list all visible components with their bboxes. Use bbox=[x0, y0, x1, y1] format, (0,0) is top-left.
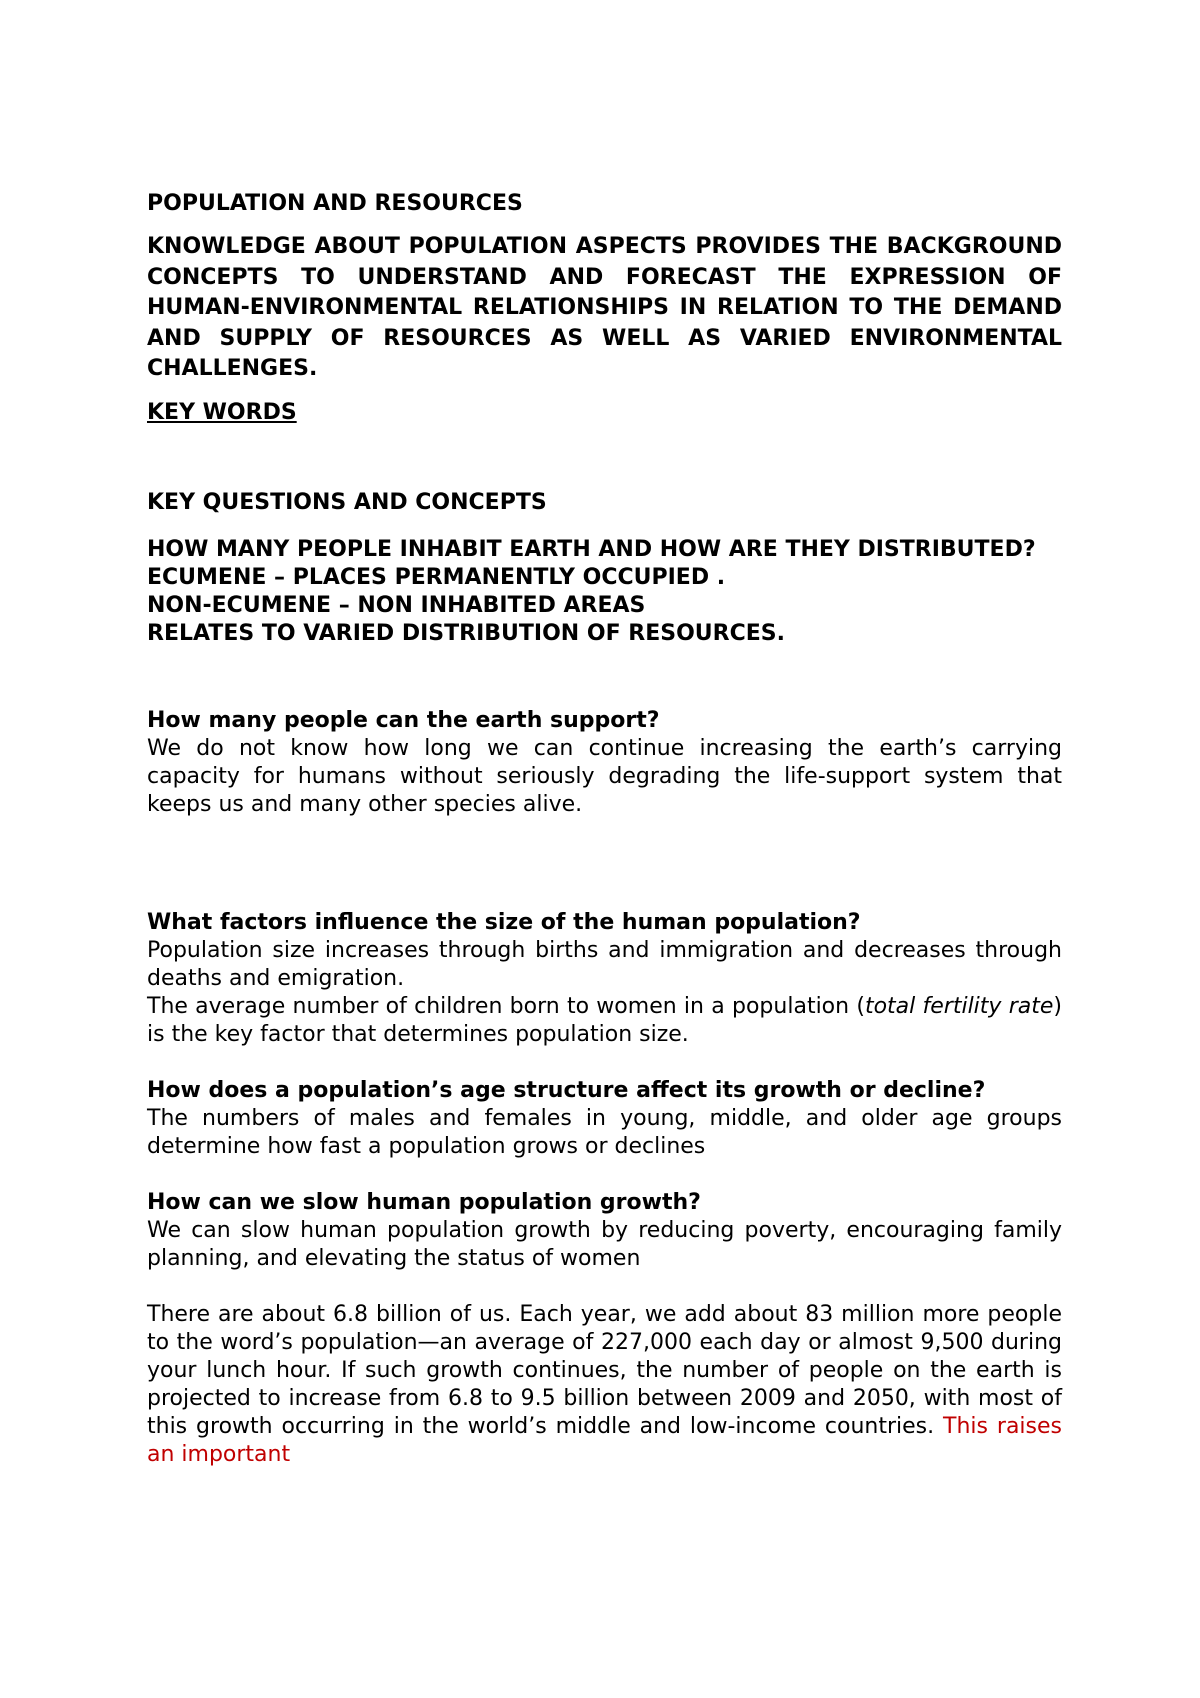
document-title: POPULATION AND RESOURCES bbox=[147, 191, 523, 216]
closing-paragraph bbox=[147, 1301, 1062, 1469]
section-answer-fertility bbox=[147, 993, 1062, 1049]
key-questions-heading: KEY QUESTIONS AND CONCEPTS bbox=[147, 489, 547, 515]
section-answer: We can slow human population growth by reducing poverty, encouraging family planning, and elevating the status of women bbox=[147, 1217, 1062, 1271]
section-question: How can we slow human population growth? bbox=[147, 1189, 701, 1215]
section-question: How many people can the earth support? bbox=[147, 707, 660, 733]
answer-text: The average number of children born to women in a population ( bbox=[147, 993, 865, 1019]
concept-line: ECUMENE – PLACES PERMANENTLY OCCUPIED . bbox=[147, 564, 726, 590]
answer-text: ) is the key factor that determines population size. bbox=[147, 993, 1062, 1047]
intro-paragraph: KNOWLEDGE ABOUT POPULATION ASPECTS PROVIDES THE BACKGROUND CONCEPTS TO UNDERSTAND AND FORECAST THE EXPRESSION OF HUMAN-ENVIRONMENTAL RELATIONSHIPS IN RELATION TO THE DEMAND AND SUPPLY OF RESOURCES AS WELL AS VARIED ENVIRONMENTAL CHALLENGES. bbox=[147, 234, 1062, 381]
section-closing bbox=[147, 1301, 1062, 1469]
document-body bbox=[147, 190, 1062, 1469]
closing-text: There are about 6.8 billion of us. Each year, we add about 83 million more people to the word’s population—an average of 227,000 each day or almost 9,500 during your lunch hour. If such growth continues, the number of people on the earth is projected to increase from 6.8 to 9.5 billion between 2009 and 2050, with most of this growth occurring in the world’s middle and low-income countries. bbox=[147, 1301, 1062, 1439]
section-population-factors bbox=[147, 909, 1062, 1049]
key-question: HOW MANY PEOPLE INHABIT EARTH AND HOW ARE THEY DISTRIBUTED? bbox=[147, 536, 1036, 562]
key-words-heading: KEY WORDS bbox=[147, 399, 297, 425]
closing-red-text: This raises an important bbox=[147, 1413, 1063, 1467]
concept-line: RELATES TO VARIED DISTRIBUTION OF RESOURCES. bbox=[147, 620, 785, 646]
section-answer: Population size increases through births and immigration and decreases through deaths and emigration. bbox=[147, 937, 1062, 991]
section-age-structure bbox=[147, 1077, 1062, 1161]
section-earth-support bbox=[147, 707, 1062, 819]
section-question: What factors influence the size of the human population? bbox=[147, 909, 861, 935]
concept-line: NON-ECUMENE – NON INHABITED AREAS bbox=[147, 592, 646, 618]
answer-italic-term: total fertility rate bbox=[864, 993, 1054, 1019]
section-slow-growth bbox=[147, 1189, 1062, 1273]
section-question: How does a population’s age structure affect its growth or decline? bbox=[147, 1077, 986, 1103]
section-answer: The numbers of males and females in young, middle, and older age groups determine how fast a population grows or declines bbox=[147, 1105, 1062, 1159]
section-answer: We do not know how long we can continue increasing the earth’s carrying capacity for humans without seriously degrading the life-support system that keeps us and many other species alive. bbox=[147, 735, 1062, 817]
